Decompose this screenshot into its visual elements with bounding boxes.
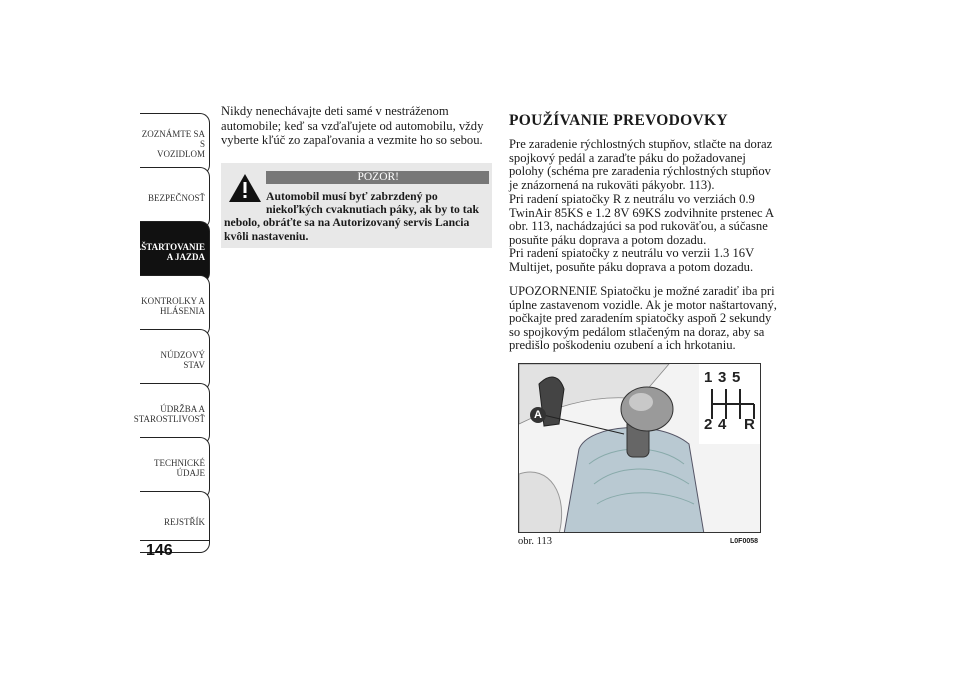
gear-r: R	[744, 416, 755, 433]
gear-2: 2	[704, 416, 713, 433]
tab-nastartovanie[interactable]	[128, 221, 210, 283]
tab-label: ZOZNÁMTE SA S VOZIDLOM	[141, 129, 205, 159]
page-number: 146	[146, 542, 173, 559]
warning-text	[224, 190, 490, 243]
paragraph-reverse-multijet: Pri radení spiatočky z neutrálu vo verzii 1.3 16V Multijet, posuňte páku doprava a potom dozadu.	[509, 246, 754, 274]
gear-lever-figure	[518, 363, 761, 533]
gear-4: 4	[718, 416, 727, 433]
paragraph-warning-note: UPOZORNENIE Spiatočku je možné zaradiť iba pri úplne zastavenom vozidle. Ak je motor naštartovaný, počkajte pred zaradením spiatočky aspoň 2 sekundy so spojkovým pedálom stlačeným na doraz, aby sa predišlo poškodeniu ozubení a ich hrkotaniu.	[509, 284, 777, 352]
gear-3: 3	[718, 369, 727, 386]
tab-label: TECHNICKÉ ÚDAJE	[154, 458, 205, 478]
tab-label: BEZPEČNOSŤ	[147, 193, 205, 203]
figure-code: L0F0058	[730, 538, 759, 545]
tab-kontrolky[interactable]	[140, 275, 210, 337]
intro-paragraph: Nikdy nenechávajte deti samé v nestráženom automobile; keď sa vzďaľujete od automobilu, vždy vyberte kľúč zo zapaľovania a vezmite ho so sebou.	[221, 104, 484, 147]
tab-label: NAŠTARTOVANIE A JAZDA	[128, 242, 205, 262]
tab-bezpecnost[interactable]	[140, 167, 210, 229]
tab-label: ÚDRŽBA A STAROSTLIVOSŤ	[133, 404, 205, 424]
gear-1: 1	[704, 369, 713, 386]
gear-lever-illustration	[519, 364, 761, 533]
gear-5: 5	[732, 369, 741, 386]
warning-title: POZOR!	[357, 171, 399, 183]
warning-box	[221, 163, 492, 248]
tab-label: REJSTŘÍK	[163, 517, 205, 527]
section-heading: POUŽÍVANIE PREVODOVKY	[509, 112, 728, 129]
tab-udrzba[interactable]	[133, 383, 210, 445]
tab-technicke-udaje[interactable]	[140, 437, 210, 499]
paragraph-reverse-twinair: Pri radení spiatočky R z neutrálu vo verziách 0.9 TwinAir 85KS e 1.2 8V 69KS zodvihnite prstenec A obr. 113, nachádzajúci sa pod rukoväťou, a súčasne posuňte páku doprava a potom dozadu.	[509, 192, 774, 247]
paragraph-gear-engage: Pre zaradenie rýchlostných stupňov, stlačte na doraz spojkový pedál a zaraďte páku do požadovanej polohy (schéma pre zaradenia rýchlostných stupňov je znázornená na rukoväti pákyobr. 113).	[509, 137, 773, 192]
figure-caption: obr. 113	[518, 536, 553, 547]
ring-label-a: A	[530, 407, 546, 423]
tab-nudzovy-stav[interactable]	[140, 329, 210, 391]
tab-label: KONTROLKY A HLÁSENIA	[141, 296, 205, 316]
tab-zoznamte-sa[interactable]	[140, 113, 210, 175]
tab-label: NÚDZOVÝ STAV	[160, 350, 205, 370]
warning-title-bar	[266, 171, 489, 184]
page-number-rule	[140, 540, 210, 541]
warning-line-2: niekoľkých cvaknutiach páky, ak by to tak nebolo, obráťte sa na Autorizovaný servis Lancia kvôli nastaveniu.	[224, 203, 479, 243]
warning-line-1: Automobil musí byť zabrzdený po	[266, 190, 438, 203]
